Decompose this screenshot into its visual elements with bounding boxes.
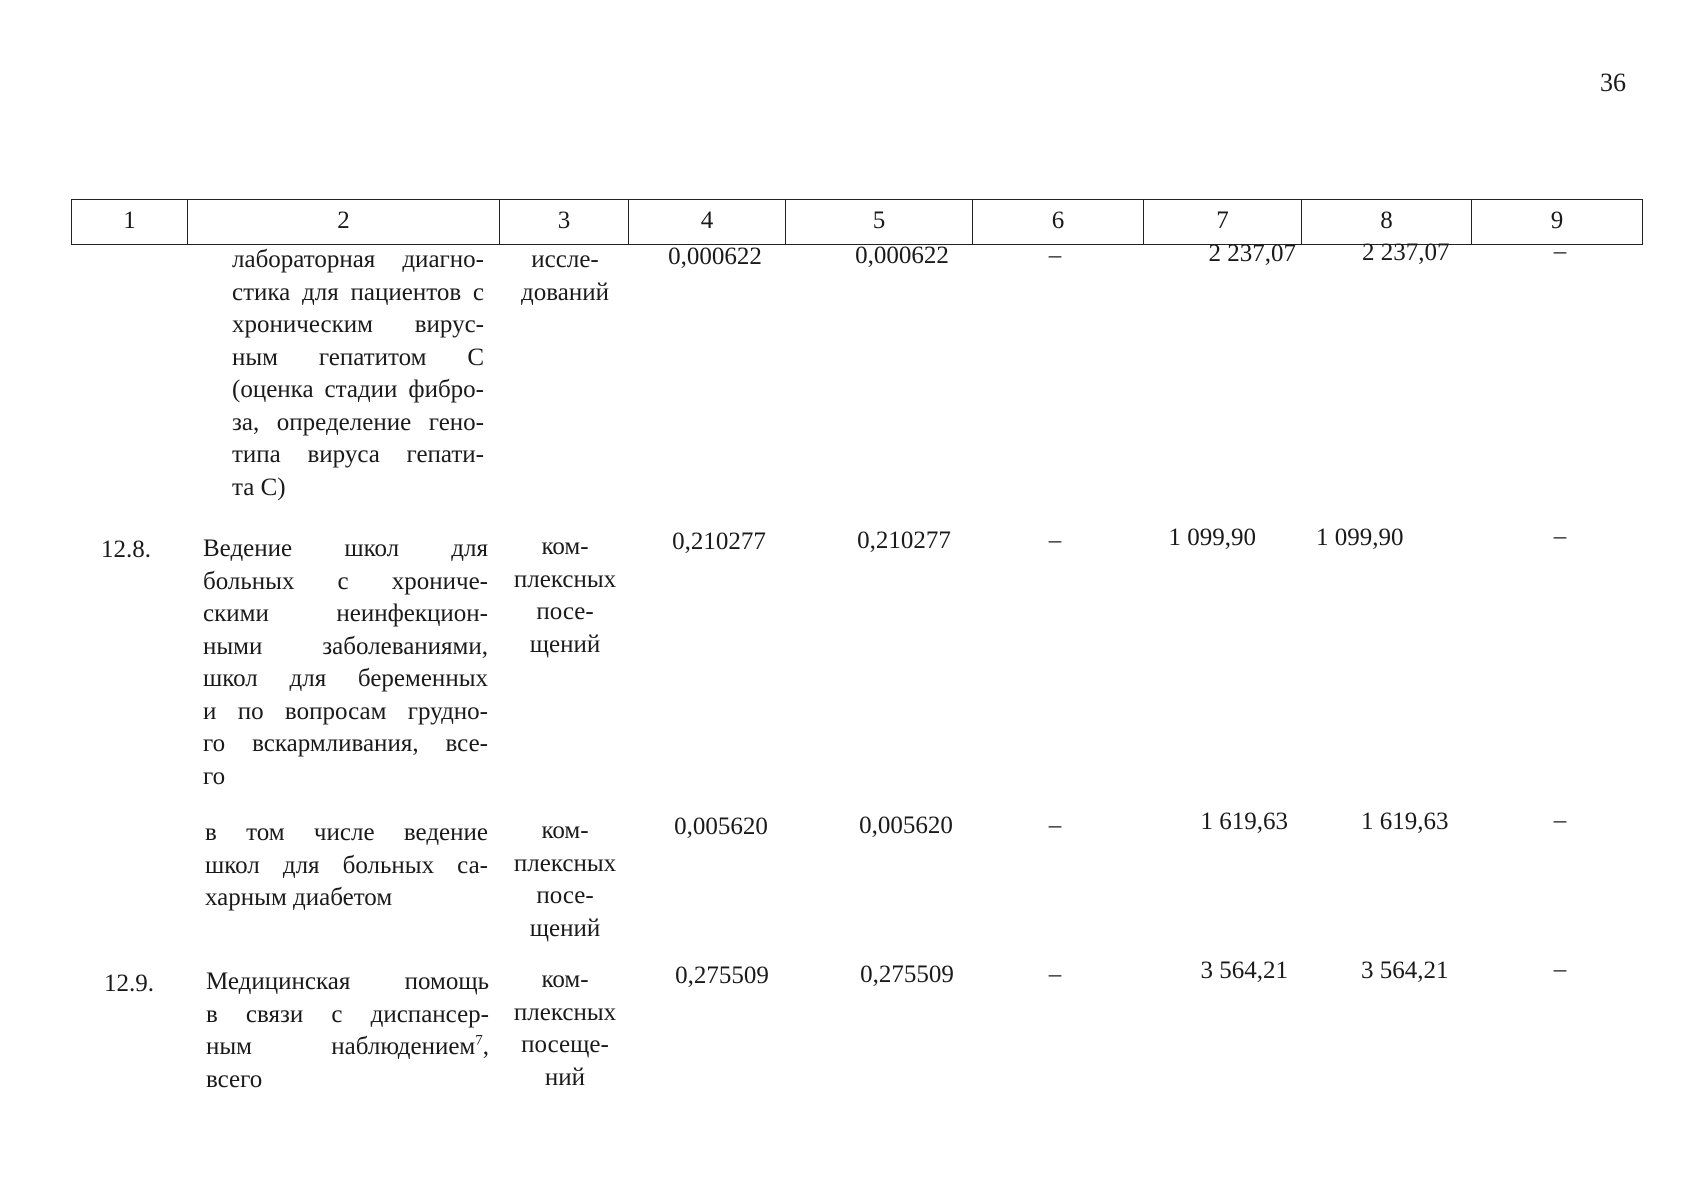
cell-col7: 1 099,90 [1168, 524, 1256, 551]
description-line: всего [206, 1065, 263, 1093]
cell-col9: – [1553, 807, 1567, 834]
cell-col7: 2 237,07 [1208, 240, 1296, 267]
description-line: скими неинфекцион- [203, 600, 488, 627]
description-line: и по вопросам грудно- [203, 697, 488, 725]
column-header-2: 2 [188, 199, 500, 245]
column-header-5: 5 [786, 199, 973, 245]
cell-col5: 0,210277 [857, 527, 951, 554]
cell-col8: 1 099,90 [1316, 524, 1404, 551]
unit-line: щений [529, 914, 601, 942]
column-header-9: 9 [1472, 199, 1643, 245]
description-line: харным диабетом [205, 884, 393, 911]
description-line: го вскармливания, все- [203, 730, 488, 757]
cell-col4: 0,000622 [668, 243, 762, 270]
cell-col6: – [1048, 812, 1062, 839]
footnote-suffix: , [482, 1033, 489, 1060]
cell-col7: 1 619,63 [1200, 808, 1288, 835]
description-line: Ведение школ для [203, 535, 488, 562]
cell-col7: 3 564,21 [1200, 957, 1288, 984]
unit-line: плексных [513, 565, 617, 593]
column-header-3: 3 [500, 199, 629, 245]
unit-line: посе- [536, 882, 594, 909]
column-header-4: 4 [629, 199, 786, 245]
description-line: стика для пациентов с [232, 278, 484, 306]
cell-col9: – [1553, 956, 1567, 983]
footnote-marker: 7 [475, 1032, 483, 1049]
description-line: за, определение гено- [232, 408, 484, 436]
cell-col5: 0,275509 [860, 961, 954, 988]
page-number: 36 [1600, 68, 1626, 97]
description-line: лабораторная диагно- [232, 246, 484, 273]
description-line: в связи с диспансер- [206, 1000, 489, 1028]
unit-line: плексных [513, 998, 617, 1026]
row-number: 12.9. [104, 970, 154, 997]
column-header-7: 7 [1144, 199, 1302, 245]
row-unit [502, 815, 628, 945]
unit-line: ком- [541, 966, 589, 993]
unit-line: дований [521, 278, 609, 306]
description-line: школ для беременных [203, 665, 488, 692]
unit-line: посеще- [521, 1031, 609, 1058]
cell-col8: 1 619,63 [1361, 808, 1449, 835]
column-header-8: 8 [1302, 199, 1472, 245]
cell-col6: – [1048, 527, 1062, 554]
description-line: ным гепатитом С [232, 343, 484, 371]
unit-line: плексных [513, 849, 617, 877]
description-line: Медицинская помощь [206, 968, 489, 995]
cell-col5: 0,000622 [855, 242, 949, 269]
cell-col8: 3 564,21 [1361, 957, 1449, 984]
cell-col6: – [1048, 961, 1062, 988]
row-description [206, 966, 489, 1096]
description-line: типа вируса гепати- [232, 441, 484, 468]
unit-line: иссле- [531, 246, 599, 273]
description-line: ными заболеваниями, [203, 632, 488, 660]
description-line: та С) [232, 473, 286, 501]
cell-col4: 0,210277 [672, 528, 766, 555]
description-line-with-footnote [206, 1031, 489, 1064]
cell-col6: – [1048, 242, 1062, 269]
row-description [203, 533, 488, 793]
cell-col9: – [1553, 238, 1567, 265]
description-line: хроническим вирус- [232, 311, 484, 338]
row-unit [502, 964, 628, 1094]
unit-line: ком- [541, 533, 589, 560]
row-unit [502, 531, 628, 661]
cell-col8: 2 237,07 [1362, 239, 1450, 266]
row-description [232, 244, 484, 504]
column-header-1: 1 [71, 199, 188, 245]
column-header-6: 6 [973, 199, 1144, 245]
cell-col5: 0,005620 [859, 812, 953, 839]
unit-line: ний [544, 1063, 586, 1091]
description-line: школ для больных са- [205, 851, 488, 879]
description-line: (оценка стадии фибро- [232, 376, 484, 403]
unit-line: посе- [536, 598, 594, 625]
description-text: ным наблюдением [206, 1033, 476, 1060]
row-unit [505, 244, 625, 309]
row-number: 12.8. [101, 536, 151, 563]
cell-col4: 0,005620 [674, 813, 768, 840]
cell-col4: 0,275509 [675, 962, 769, 989]
cell-col9: – [1553, 523, 1567, 550]
unit-line: ком- [541, 817, 589, 844]
description-line: в том числе ведение [205, 819, 488, 846]
row-description [205, 817, 488, 915]
unit-line: щений [529, 630, 601, 658]
description-line: го [203, 762, 226, 790]
description-line: больных с хрониче- [203, 567, 488, 595]
